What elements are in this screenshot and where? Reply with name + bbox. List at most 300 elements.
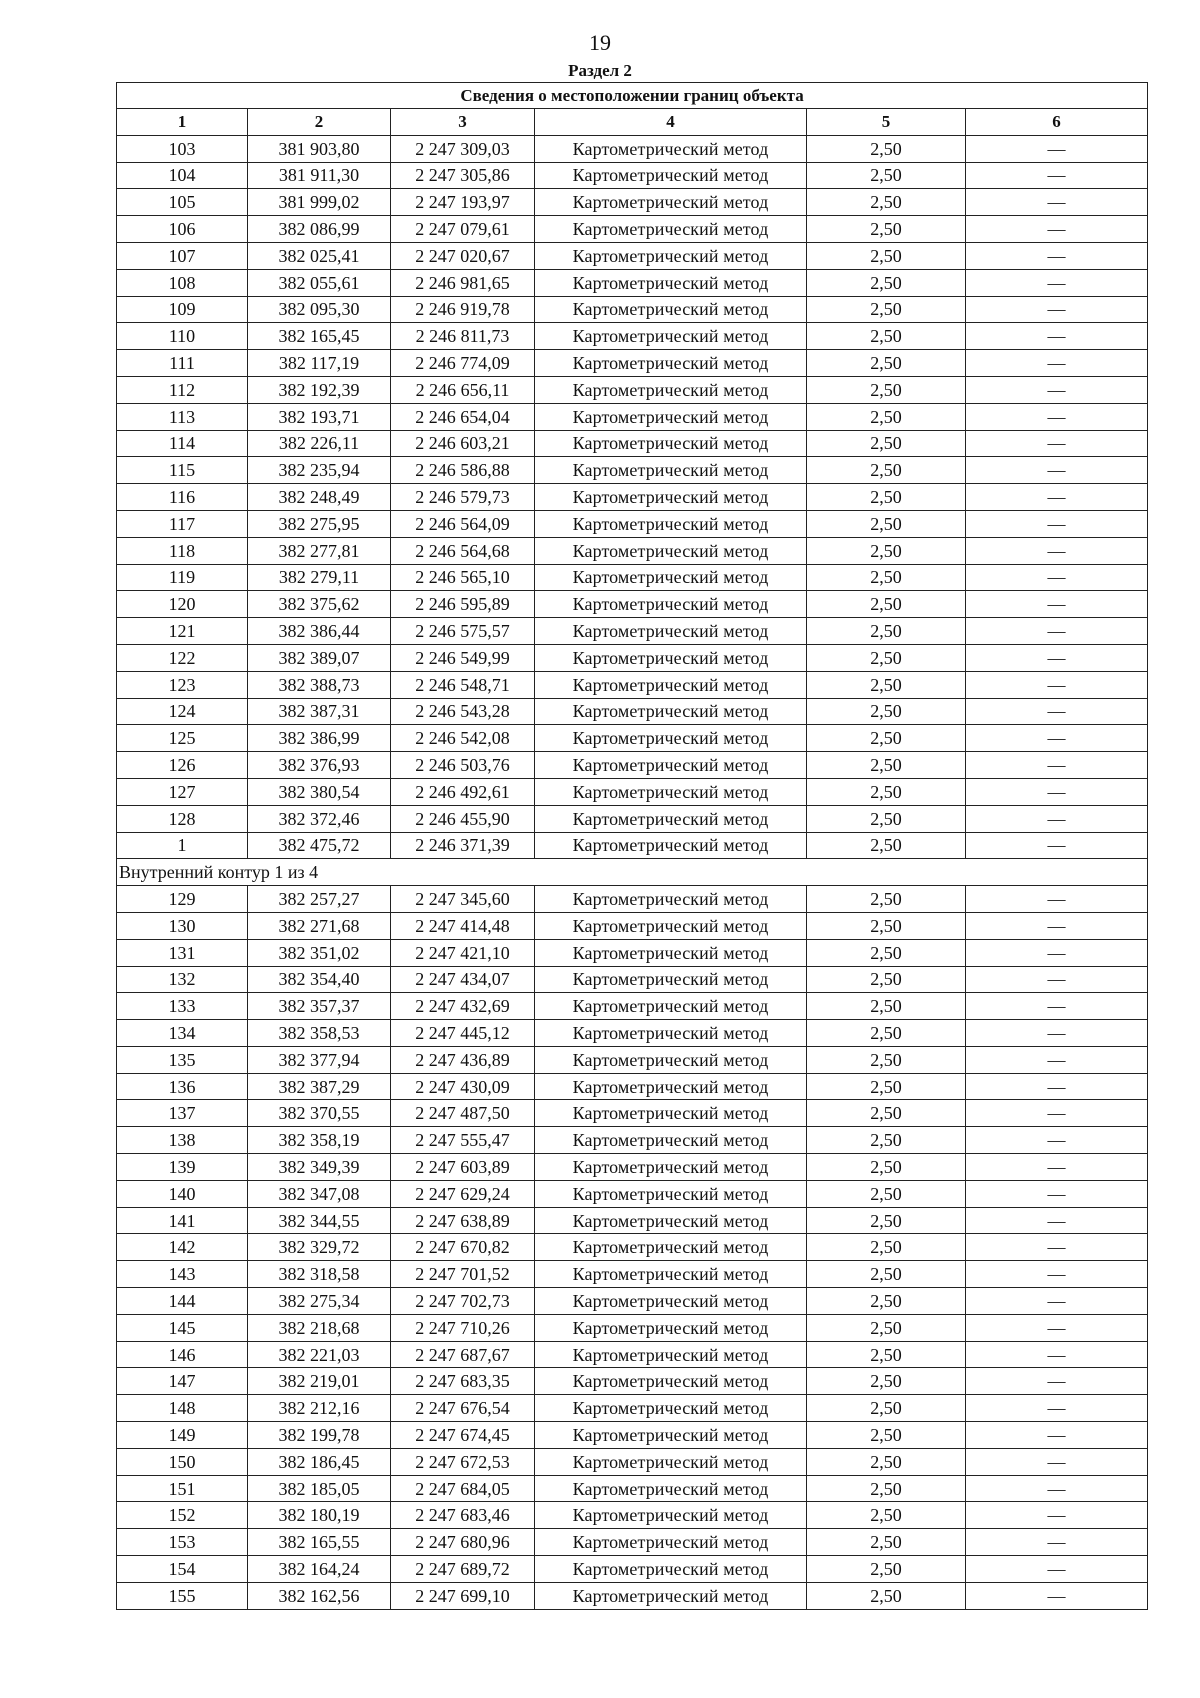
cell-y-coordinate: 2 247 672,53 <box>391 1448 535 1475</box>
cell-note: — <box>966 350 1148 377</box>
cell-method: Картометрический метод <box>535 350 807 377</box>
cell-x-coordinate: 382 329,72 <box>248 1234 391 1261</box>
table-row <box>117 1341 1148 1368</box>
cell-method: Картометрический метод <box>535 1207 807 1234</box>
cell-x-coordinate: 382 219,01 <box>248 1368 391 1395</box>
cell-point-number: 124 <box>117 698 248 725</box>
cell-y-coordinate: 2 247 687,67 <box>391 1341 535 1368</box>
cell-x-coordinate: 382 165,45 <box>248 323 391 350</box>
cell-x-coordinate: 382 218,68 <box>248 1314 391 1341</box>
table-row <box>117 778 1148 805</box>
cell-x-coordinate: 382 344,55 <box>248 1207 391 1234</box>
table-row <box>117 1261 1148 1288</box>
cell-point-number: 118 <box>117 537 248 564</box>
cell-x-coordinate: 382 386,99 <box>248 725 391 752</box>
cell-y-coordinate: 2 247 684,05 <box>391 1475 535 1502</box>
cell-y-coordinate: 2 247 079,61 <box>391 216 535 243</box>
cell-point-number: 132 <box>117 966 248 993</box>
cell-accuracy: 2,50 <box>807 1395 966 1422</box>
cell-point-number: 153 <box>117 1529 248 1556</box>
cell-note: — <box>966 1073 1148 1100</box>
cell-x-coordinate: 382 387,29 <box>248 1073 391 1100</box>
table-row <box>117 1502 1148 1529</box>
cell-point-number: 151 <box>117 1475 248 1502</box>
cell-point-number: 107 <box>117 242 248 269</box>
cell-accuracy: 2,50 <box>807 457 966 484</box>
cell-x-coordinate: 382 376,93 <box>248 752 391 779</box>
column-header: 2 <box>248 109 391 136</box>
cell-x-coordinate: 382 386,44 <box>248 618 391 645</box>
cell-y-coordinate: 2 247 710,26 <box>391 1314 535 1341</box>
cell-method: Картометрический метод <box>535 805 807 832</box>
cell-accuracy: 2,50 <box>807 216 966 243</box>
cell-method: Картометрический метод <box>535 1234 807 1261</box>
cell-y-coordinate: 2 247 305,86 <box>391 162 535 189</box>
cell-point-number: 145 <box>117 1314 248 1341</box>
cell-method: Картометрический метод <box>535 135 807 162</box>
cell-note: — <box>966 912 1148 939</box>
cell-y-coordinate: 2 247 638,89 <box>391 1207 535 1234</box>
cell-x-coordinate: 382 235,94 <box>248 457 391 484</box>
cell-accuracy: 2,50 <box>807 752 966 779</box>
cell-y-coordinate: 2 247 603,89 <box>391 1154 535 1181</box>
cell-accuracy: 2,50 <box>807 1207 966 1234</box>
cell-accuracy: 2,50 <box>807 778 966 805</box>
cell-point-number: 140 <box>117 1180 248 1207</box>
cell-note: — <box>966 537 1148 564</box>
cell-accuracy: 2,50 <box>807 1502 966 1529</box>
cell-x-coordinate: 382 117,19 <box>248 350 391 377</box>
cell-point-number: 125 <box>117 725 248 752</box>
cell-accuracy: 2,50 <box>807 564 966 591</box>
table-row <box>117 1100 1148 1127</box>
cell-note: — <box>966 886 1148 913</box>
table-row <box>117 1288 1148 1315</box>
cell-y-coordinate: 2 247 345,60 <box>391 886 535 913</box>
cell-note: — <box>966 1368 1148 1395</box>
cell-y-coordinate: 2 247 676,54 <box>391 1395 535 1422</box>
cell-accuracy: 2,50 <box>807 296 966 323</box>
column-header: 5 <box>807 109 966 136</box>
cell-y-coordinate: 2 246 543,28 <box>391 698 535 725</box>
cell-x-coordinate: 382 193,71 <box>248 403 391 430</box>
table-row <box>117 725 1148 752</box>
cell-x-coordinate: 382 248,49 <box>248 484 391 511</box>
table-caption: Сведения о местоположении границ объекта <box>117 83 1148 109</box>
cell-point-number: 127 <box>117 778 248 805</box>
cell-x-coordinate: 382 275,95 <box>248 510 391 537</box>
cell-accuracy: 2,50 <box>807 671 966 698</box>
cell-note: — <box>966 778 1148 805</box>
cell-method: Картометрический метод <box>535 832 807 859</box>
table-row <box>117 430 1148 457</box>
cell-x-coordinate: 382 275,34 <box>248 1288 391 1315</box>
cell-note: — <box>966 1314 1148 1341</box>
table-row <box>117 135 1148 162</box>
table-row <box>117 1073 1148 1100</box>
cell-note: — <box>966 1154 1148 1181</box>
table-row <box>117 1422 1148 1449</box>
cell-point-number: 130 <box>117 912 248 939</box>
cell-x-coordinate: 382 388,73 <box>248 671 391 698</box>
cell-note: — <box>966 1180 1148 1207</box>
cell-method: Картометрический метод <box>535 752 807 779</box>
cell-note: — <box>966 698 1148 725</box>
cell-y-coordinate: 2 246 575,57 <box>391 618 535 645</box>
cell-method: Картометрический метод <box>535 1448 807 1475</box>
cell-x-coordinate: 382 199,78 <box>248 1422 391 1449</box>
cell-method: Картометрический метод <box>535 323 807 350</box>
cell-method: Картометрический метод <box>535 1395 807 1422</box>
cell-point-number: 117 <box>117 510 248 537</box>
table-row <box>117 993 1148 1020</box>
cell-note: — <box>966 1207 1148 1234</box>
cell-accuracy: 2,50 <box>807 1046 966 1073</box>
table-row <box>117 591 1148 618</box>
outer-contour-rows <box>117 135 1148 859</box>
table-row <box>117 1046 1148 1073</box>
cell-point-number: 131 <box>117 939 248 966</box>
cell-method: Картометрический метод <box>535 1529 807 1556</box>
cell-point-number: 111 <box>117 350 248 377</box>
cell-point-number: 106 <box>117 216 248 243</box>
cell-y-coordinate: 2 246 595,89 <box>391 591 535 618</box>
cell-y-coordinate: 2 246 654,04 <box>391 403 535 430</box>
cell-accuracy: 2,50 <box>807 1448 966 1475</box>
table-row <box>117 1368 1148 1395</box>
contour-label-section <box>117 859 1148 886</box>
cell-y-coordinate: 2 247 555,47 <box>391 1127 535 1154</box>
cell-y-coordinate: 2 246 371,39 <box>391 832 535 859</box>
cell-method: Картометрический метод <box>535 242 807 269</box>
cell-note: — <box>966 484 1148 511</box>
cell-method: Картометрический метод <box>535 1582 807 1609</box>
table-row <box>117 350 1148 377</box>
table-row <box>117 1314 1148 1341</box>
table-row <box>117 1582 1148 1609</box>
cell-point-number: 115 <box>117 457 248 484</box>
cell-y-coordinate: 2 247 670,82 <box>391 1234 535 1261</box>
table-row <box>117 484 1148 511</box>
cell-note: — <box>966 323 1148 350</box>
cell-accuracy: 2,50 <box>807 403 966 430</box>
cell-point-number: 121 <box>117 618 248 645</box>
cell-accuracy: 2,50 <box>807 939 966 966</box>
cell-method: Картометрический метод <box>535 725 807 752</box>
cell-y-coordinate: 2 246 549,99 <box>391 644 535 671</box>
cell-x-coordinate: 382 377,94 <box>248 1046 391 1073</box>
cell-accuracy: 2,50 <box>807 1556 966 1583</box>
cell-method: Картометрический метод <box>535 484 807 511</box>
cell-note: — <box>966 1475 1148 1502</box>
cell-method: Картометрический метод <box>535 1180 807 1207</box>
table-row <box>117 671 1148 698</box>
table-row <box>117 296 1148 323</box>
cell-note: — <box>966 671 1148 698</box>
cell-note: — <box>966 1395 1148 1422</box>
cell-accuracy: 2,50 <box>807 886 966 913</box>
table-row <box>117 323 1148 350</box>
cell-note: — <box>966 1100 1148 1127</box>
table-row <box>117 1207 1148 1234</box>
cell-accuracy: 2,50 <box>807 537 966 564</box>
table-row <box>117 510 1148 537</box>
cell-point-number: 114 <box>117 430 248 457</box>
cell-accuracy: 2,50 <box>807 1582 966 1609</box>
cell-accuracy: 2,50 <box>807 966 966 993</box>
cell-accuracy: 2,50 <box>807 832 966 859</box>
cell-note: — <box>966 162 1148 189</box>
cell-note: — <box>966 296 1148 323</box>
cell-y-coordinate: 2 247 674,45 <box>391 1422 535 1449</box>
cell-x-coordinate: 381 911,30 <box>248 162 391 189</box>
cell-method: Картометрический метод <box>535 591 807 618</box>
cell-point-number: 105 <box>117 189 248 216</box>
contour-label-row <box>117 859 1148 886</box>
table-row <box>117 537 1148 564</box>
cell-y-coordinate: 2 247 434,07 <box>391 966 535 993</box>
cell-note: — <box>966 242 1148 269</box>
cell-accuracy: 2,50 <box>807 644 966 671</box>
cell-note: — <box>966 403 1148 430</box>
cell-method: Картометрический метод <box>535 1422 807 1449</box>
cell-method: Картометрический метод <box>535 1368 807 1395</box>
cell-method: Картометрический метод <box>535 403 807 430</box>
cell-y-coordinate: 2 246 586,88 <box>391 457 535 484</box>
cell-x-coordinate: 382 358,19 <box>248 1127 391 1154</box>
cell-point-number: 129 <box>117 886 248 913</box>
cell-point-number: 112 <box>117 376 248 403</box>
cell-note: — <box>966 376 1148 403</box>
table-row <box>117 1127 1148 1154</box>
cell-x-coordinate: 382 475,72 <box>248 832 391 859</box>
table-row <box>117 242 1148 269</box>
cell-y-coordinate: 2 246 548,71 <box>391 671 535 698</box>
cell-x-coordinate: 382 271,68 <box>248 912 391 939</box>
cell-x-coordinate: 382 349,39 <box>248 1154 391 1181</box>
cell-point-number: 128 <box>117 805 248 832</box>
cell-note: — <box>966 1127 1148 1154</box>
cell-accuracy: 2,50 <box>807 1234 966 1261</box>
table-row <box>117 376 1148 403</box>
cell-method: Картометрический метод <box>535 1502 807 1529</box>
table-row <box>117 1154 1148 1181</box>
cell-point-number: 135 <box>117 1046 248 1073</box>
cell-x-coordinate: 382 387,31 <box>248 698 391 725</box>
cell-point-number: 103 <box>117 135 248 162</box>
cell-note: — <box>966 725 1148 752</box>
cell-x-coordinate: 382 055,61 <box>248 269 391 296</box>
cell-note: — <box>966 1502 1148 1529</box>
cell-accuracy: 2,50 <box>807 1368 966 1395</box>
cell-method: Картометрический метод <box>535 537 807 564</box>
cell-note: — <box>966 189 1148 216</box>
cell-point-number: 154 <box>117 1556 248 1583</box>
cell-method: Картометрический метод <box>535 564 807 591</box>
cell-accuracy: 2,50 <box>807 376 966 403</box>
cell-point-number: 141 <box>117 1207 248 1234</box>
cell-x-coordinate: 382 389,07 <box>248 644 391 671</box>
cell-point-number: 122 <box>117 644 248 671</box>
cell-note: — <box>966 1234 1148 1261</box>
cell-y-coordinate: 2 247 421,10 <box>391 939 535 966</box>
cell-note: — <box>966 564 1148 591</box>
cell-accuracy: 2,50 <box>807 1154 966 1181</box>
table-row <box>117 189 1148 216</box>
cell-accuracy: 2,50 <box>807 1341 966 1368</box>
cell-note: — <box>966 216 1148 243</box>
cell-y-coordinate: 2 247 020,67 <box>391 242 535 269</box>
cell-point-number: 155 <box>117 1582 248 1609</box>
contour-label: Внутренний контур 1 из 4 <box>117 859 1148 886</box>
cell-note: — <box>966 1020 1148 1047</box>
cell-x-coordinate: 382 358,53 <box>248 1020 391 1047</box>
cell-accuracy: 2,50 <box>807 1422 966 1449</box>
table-row <box>117 1448 1148 1475</box>
table-row <box>117 939 1148 966</box>
cell-note: — <box>966 510 1148 537</box>
cell-note: — <box>966 618 1148 645</box>
cell-method: Картометрический метод <box>535 376 807 403</box>
cell-method: Картометрический метод <box>535 162 807 189</box>
cell-point-number: 123 <box>117 671 248 698</box>
cell-method: Картометрический метод <box>535 1475 807 1502</box>
cell-method: Картометрический метод <box>535 644 807 671</box>
cell-method: Картометрический метод <box>535 1288 807 1315</box>
cell-accuracy: 2,50 <box>807 1529 966 1556</box>
cell-method: Картометрический метод <box>535 1314 807 1341</box>
table-row <box>117 698 1148 725</box>
cell-y-coordinate: 2 246 542,08 <box>391 725 535 752</box>
cell-y-coordinate: 2 246 774,09 <box>391 350 535 377</box>
cell-x-coordinate: 382 164,24 <box>248 1556 391 1583</box>
cell-point-number: 148 <box>117 1395 248 1422</box>
cell-method: Картометрический метод <box>535 269 807 296</box>
cell-y-coordinate: 2 246 603,21 <box>391 430 535 457</box>
cell-method: Картометрический метод <box>535 993 807 1020</box>
cell-accuracy: 2,50 <box>807 484 966 511</box>
cell-y-coordinate: 2 247 193,97 <box>391 189 535 216</box>
cell-x-coordinate: 382 192,39 <box>248 376 391 403</box>
cell-point-number: 116 <box>117 484 248 511</box>
cell-note: — <box>966 1288 1148 1315</box>
cell-method: Картометрический метод <box>535 1154 807 1181</box>
cell-x-coordinate: 382 185,05 <box>248 1475 391 1502</box>
table-row <box>117 886 1148 913</box>
cell-note: — <box>966 644 1148 671</box>
cell-point-number: 1 <box>117 832 248 859</box>
cell-method: Картометрический метод <box>535 430 807 457</box>
cell-accuracy: 2,50 <box>807 510 966 537</box>
cell-point-number: 126 <box>117 752 248 779</box>
cell-method: Картометрический метод <box>535 1020 807 1047</box>
table-row <box>117 1529 1148 1556</box>
cell-point-number: 152 <box>117 1502 248 1529</box>
cell-accuracy: 2,50 <box>807 1073 966 1100</box>
table-row <box>117 564 1148 591</box>
cell-point-number: 119 <box>117 564 248 591</box>
cell-accuracy: 2,50 <box>807 1314 966 1341</box>
cell-y-coordinate: 2 247 487,50 <box>391 1100 535 1127</box>
cell-note: — <box>966 966 1148 993</box>
cell-point-number: 133 <box>117 993 248 1020</box>
cell-x-coordinate: 382 212,16 <box>248 1395 391 1422</box>
cell-method: Картометрический метод <box>535 296 807 323</box>
cell-method: Картометрический метод <box>535 1046 807 1073</box>
cell-note: — <box>966 1448 1148 1475</box>
cell-note: — <box>966 1341 1148 1368</box>
table-row <box>117 269 1148 296</box>
cell-note: — <box>966 993 1148 1020</box>
table-row <box>117 618 1148 645</box>
cell-point-number: 146 <box>117 1341 248 1368</box>
cell-accuracy: 2,50 <box>807 162 966 189</box>
table-row <box>117 1180 1148 1207</box>
cell-accuracy: 2,50 <box>807 1020 966 1047</box>
cell-x-coordinate: 382 165,55 <box>248 1529 391 1556</box>
table-row <box>117 832 1148 859</box>
cell-accuracy: 2,50 <box>807 1261 966 1288</box>
cell-point-number: 113 <box>117 403 248 430</box>
cell-method: Картометрический метод <box>535 912 807 939</box>
cell-y-coordinate: 2 246 455,90 <box>391 805 535 832</box>
cell-x-coordinate: 382 186,45 <box>248 1448 391 1475</box>
cell-y-coordinate: 2 247 629,24 <box>391 1180 535 1207</box>
cell-accuracy: 2,50 <box>807 618 966 645</box>
column-header-row <box>117 109 1148 136</box>
cell-x-coordinate: 382 279,11 <box>248 564 391 591</box>
page-number: 19 <box>589 30 611 55</box>
cell-method: Картометрический метод <box>535 939 807 966</box>
cell-note: — <box>966 269 1148 296</box>
cell-method: Картометрический метод <box>535 671 807 698</box>
cell-accuracy: 2,50 <box>807 1475 966 1502</box>
cell-note: — <box>966 591 1148 618</box>
cell-method: Картометрический метод <box>535 1127 807 1154</box>
table-row <box>117 805 1148 832</box>
table-row <box>117 1395 1148 1422</box>
cell-x-coordinate: 382 354,40 <box>248 966 391 993</box>
cell-method: Картометрический метод <box>535 966 807 993</box>
cell-x-coordinate: 382 372,46 <box>248 805 391 832</box>
cell-point-number: 143 <box>117 1261 248 1288</box>
cell-y-coordinate: 2 247 436,89 <box>391 1046 535 1073</box>
cell-point-number: 104 <box>117 162 248 189</box>
table-row <box>117 1234 1148 1261</box>
cell-note: — <box>966 939 1148 966</box>
cell-x-coordinate: 382 025,41 <box>248 242 391 269</box>
cell-point-number: 108 <box>117 269 248 296</box>
cell-x-coordinate: 382 351,02 <box>248 939 391 966</box>
cell-y-coordinate: 2 246 564,68 <box>391 537 535 564</box>
cell-x-coordinate: 382 347,08 <box>248 1180 391 1207</box>
cell-note: — <box>966 1582 1148 1609</box>
cell-accuracy: 2,50 <box>807 1180 966 1207</box>
cell-x-coordinate: 382 086,99 <box>248 216 391 243</box>
cell-x-coordinate: 382 095,30 <box>248 296 391 323</box>
column-header: 3 <box>391 109 535 136</box>
cell-point-number: 134 <box>117 1020 248 1047</box>
cell-note: — <box>966 430 1148 457</box>
cell-method: Картометрический метод <box>535 216 807 243</box>
cell-accuracy: 2,50 <box>807 1100 966 1127</box>
cell-y-coordinate: 2 247 680,96 <box>391 1529 535 1556</box>
cell-x-coordinate: 382 370,55 <box>248 1100 391 1127</box>
cell-accuracy: 2,50 <box>807 269 966 296</box>
cell-y-coordinate: 2 247 701,52 <box>391 1261 535 1288</box>
cell-method: Картометрический метод <box>535 698 807 725</box>
cell-y-coordinate: 2 247 414,48 <box>391 912 535 939</box>
